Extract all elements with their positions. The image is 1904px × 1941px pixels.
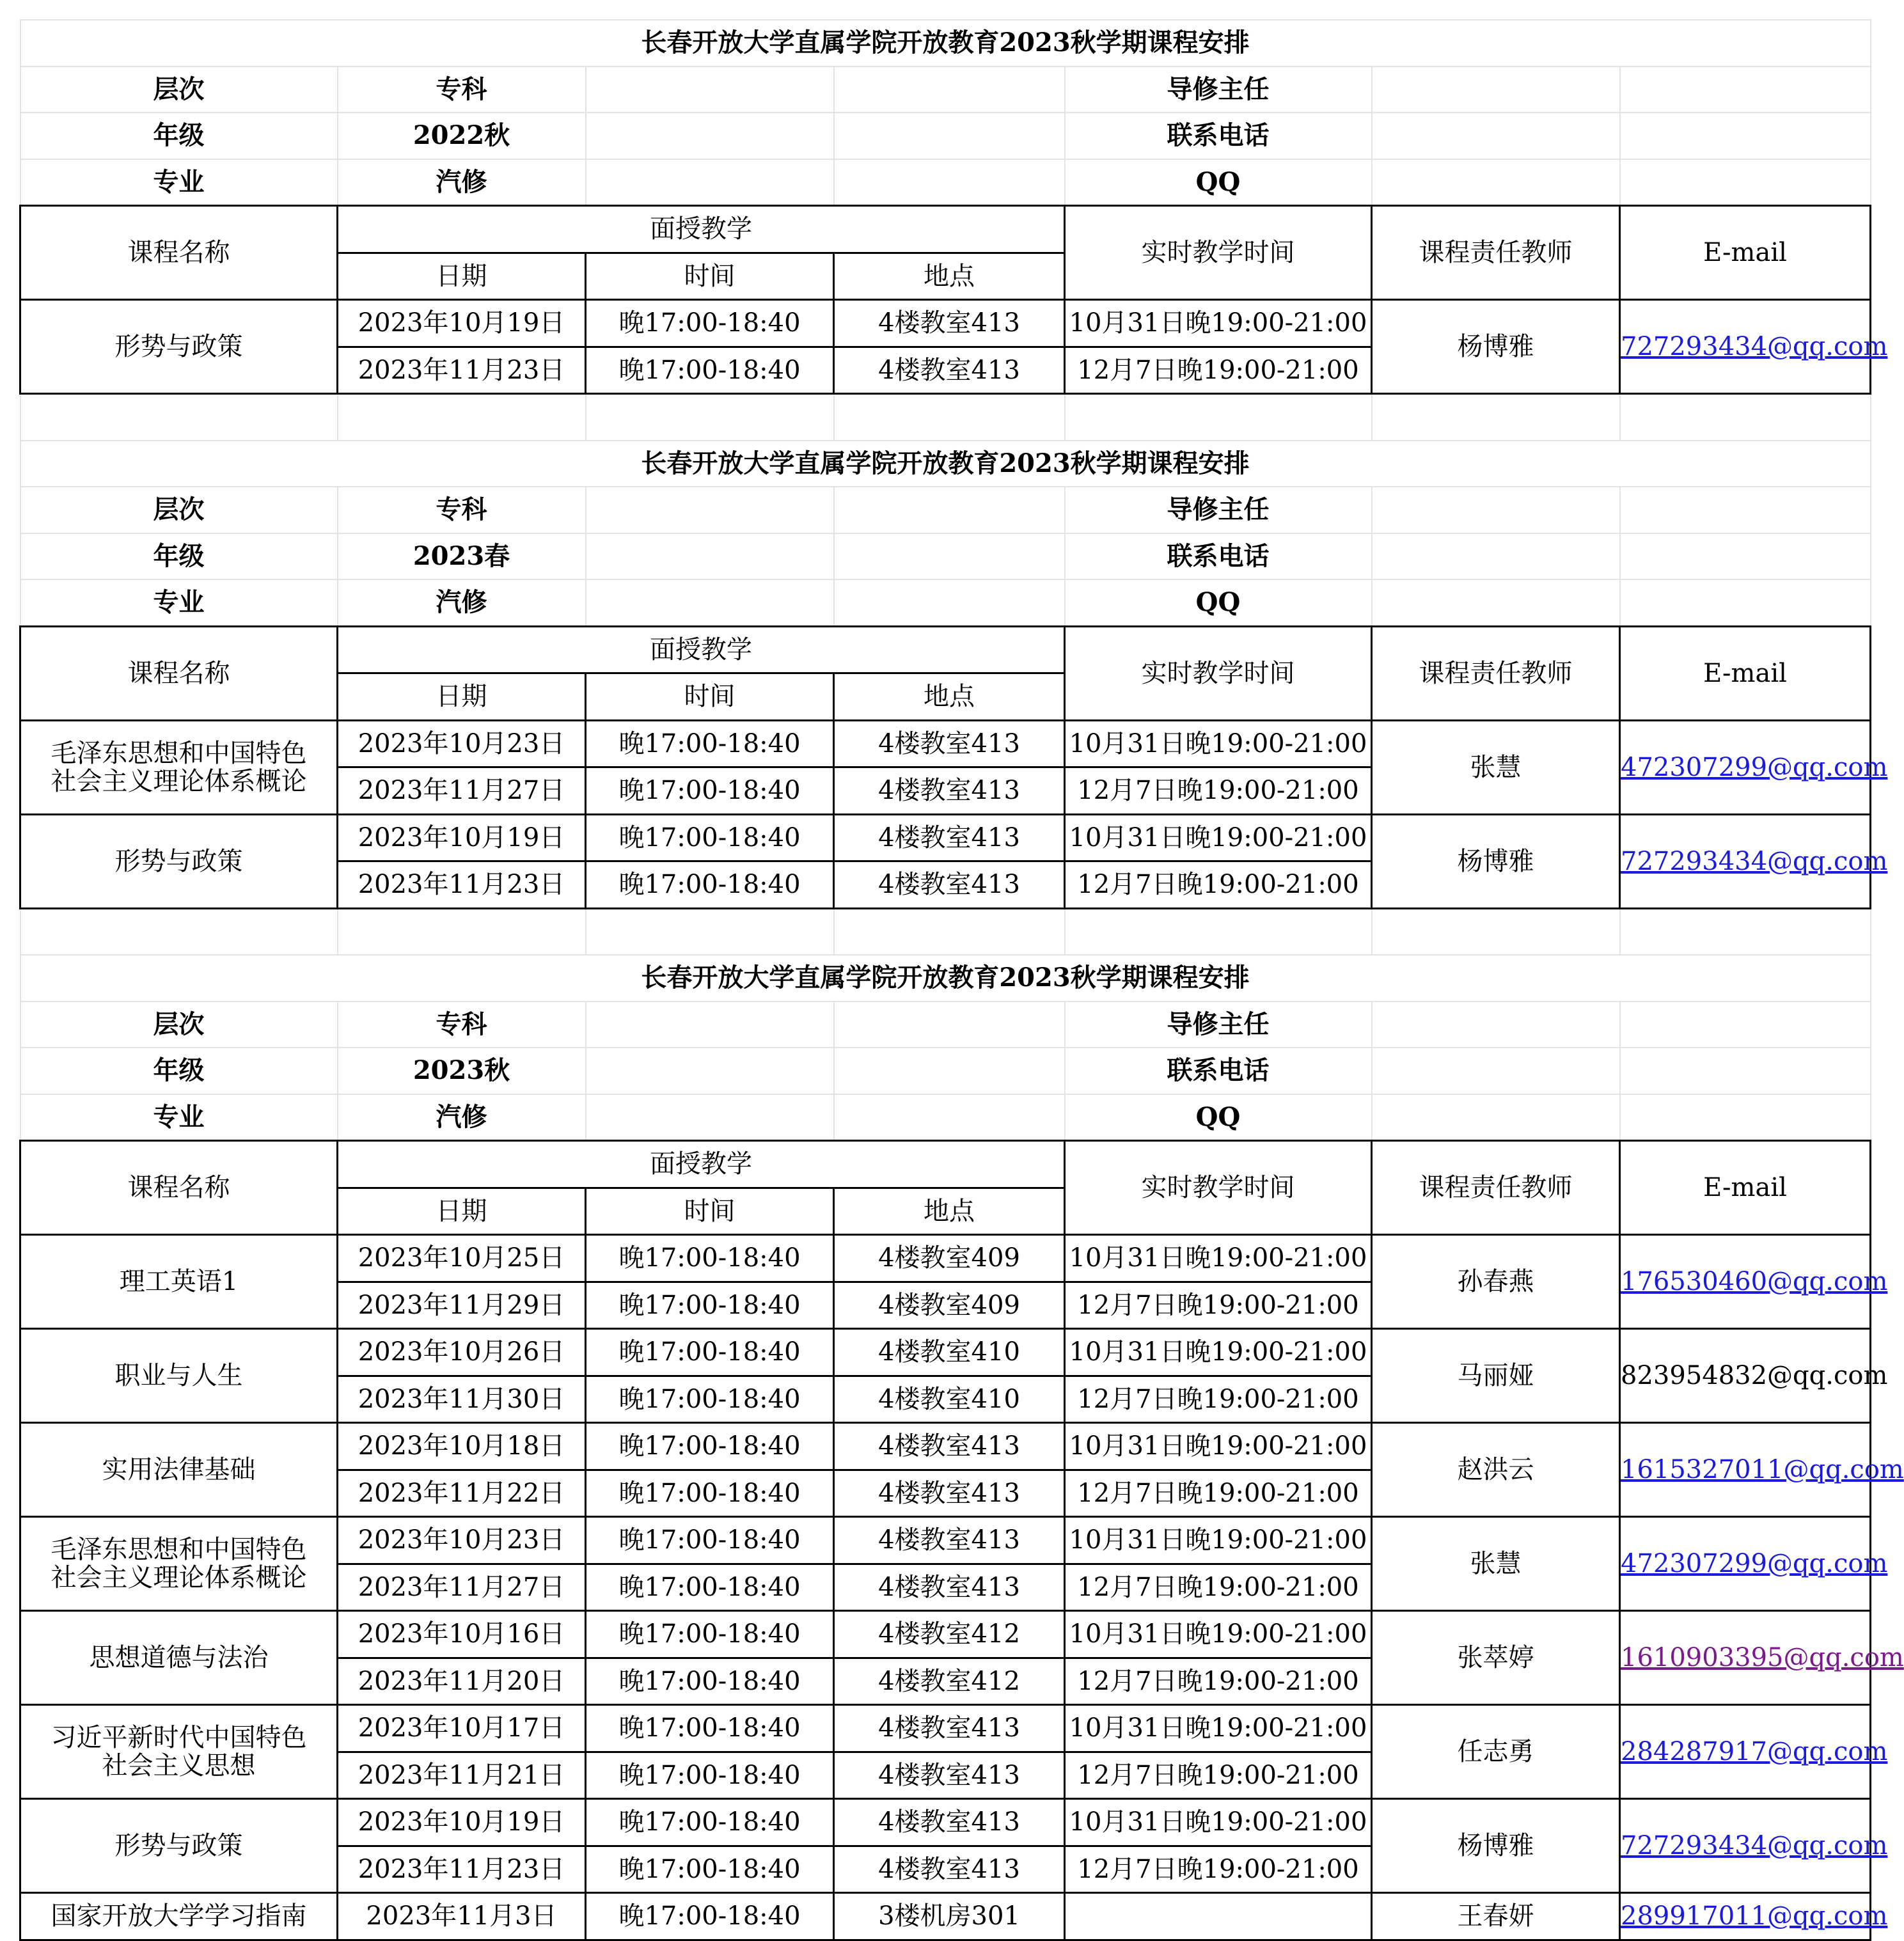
session-live-time: 12月7日晚19:00-21:00	[1065, 1846, 1372, 1893]
empty-cell	[1372, 908, 1620, 955]
empty-cell	[834, 159, 1065, 206]
tutor-label: 导修主任	[1065, 487, 1372, 533]
course-name-line: 社会主义思想	[102, 1751, 256, 1780]
empty-cell	[20, 394, 338, 441]
tutor-value	[1372, 487, 1620, 533]
session-time: 晚17:00-18:40	[586, 1799, 834, 1846]
session-live-time: 12月7日晚19:00-21:00	[1065, 1470, 1372, 1517]
course-teacher: 杨博雅	[1372, 1799, 1620, 1893]
schedule-sheet	[19, 19, 1904, 1941]
email-link[interactable]: 727293434@qq.com	[1621, 846, 1888, 876]
session-date: 2023年11月22日	[338, 1470, 586, 1517]
qq-label: QQ	[1065, 579, 1372, 626]
spacer-row	[20, 394, 1871, 441]
session-time: 晚17:00-18:40	[586, 767, 834, 815]
empty-cell	[586, 579, 834, 626]
empty-cell	[1620, 533, 1871, 580]
session-date: 2023年11月23日	[338, 861, 586, 909]
empty-cell	[1620, 113, 1871, 159]
session-date: 2023年11月23日	[338, 347, 586, 394]
course-name-line: 形势与政策	[114, 332, 243, 361]
session-time: 晚17:00-18:40	[586, 1235, 834, 1282]
qq-label: QQ	[1065, 1094, 1372, 1141]
course-header-row	[20, 1141, 1871, 1188]
course-teacher: 张萃婷	[1372, 1611, 1620, 1705]
live-time-header: 实时教学时间	[1065, 1141, 1372, 1235]
session-live-time: 12月7日晚19:00-21:00	[1065, 1282, 1372, 1329]
phone-label: 联系电话	[1065, 533, 1372, 580]
email-header: E-mail	[1620, 1141, 1871, 1235]
session-date: 2023年11月27日	[338, 767, 586, 815]
empty-cell	[1372, 394, 1620, 441]
session-date: 2023年10月23日	[338, 720, 586, 767]
spacer-row	[20, 908, 1871, 955]
email-link[interactable]: 472307299@qq.com	[1621, 752, 1888, 782]
course-header-row	[20, 206, 1871, 253]
place-header: 地点	[834, 673, 1065, 721]
course-teacher: 赵洪云	[1372, 1423, 1620, 1517]
email-header: E-mail	[1620, 206, 1871, 300]
schedule-body	[20, 20, 1904, 1940]
session-live-time: 10月31日晚19:00-21:00	[1065, 300, 1372, 347]
course-name-line: 习近平新时代中国特色	[51, 1723, 307, 1752]
phone-value	[1372, 113, 1620, 159]
course-name	[20, 1423, 338, 1517]
course-name-line: 社会主义理论体系概论	[51, 766, 307, 796]
course-name	[20, 1893, 338, 1940]
grade-value: 2022秋	[338, 113, 586, 159]
course-session-row	[20, 1799, 1871, 1846]
session-place: 4楼教室413	[834, 300, 1065, 347]
course-session-row	[20, 1893, 1871, 1940]
course-name	[20, 1329, 338, 1423]
course-name	[20, 814, 338, 908]
session-place: 4楼教室410	[834, 1329, 1065, 1376]
course-name-line: 理工英语1	[119, 1267, 239, 1296]
course-session-row	[20, 1329, 1871, 1376]
info-row-level	[20, 487, 1871, 533]
teacher-header: 课程责任教师	[1372, 1141, 1620, 1235]
empty-cell	[1620, 1094, 1871, 1141]
date-header: 日期	[338, 1188, 586, 1235]
major-value: 汽修	[338, 1094, 586, 1141]
info-row-major	[20, 579, 1871, 626]
session-time: 晚17:00-18:40	[586, 1470, 834, 1517]
course-name-line: 形势与政策	[114, 846, 243, 876]
session-place: 4楼教室413	[834, 1846, 1065, 1893]
empty-cell	[586, 1002, 834, 1048]
phone-value	[1372, 533, 1620, 580]
empty-cell	[586, 394, 834, 441]
session-live-time: 12月7日晚19:00-21:00	[1065, 347, 1372, 394]
course-name	[20, 1705, 338, 1799]
session-time: 晚17:00-18:40	[586, 720, 834, 767]
tutor-label: 导修主任	[1065, 1002, 1372, 1048]
session-place: 3楼机房301	[834, 1893, 1065, 1940]
session-time: 晚17:00-18:40	[586, 1329, 834, 1376]
date-header: 日期	[338, 253, 586, 300]
session-live-time: 10月31日晚19:00-21:00	[1065, 1799, 1372, 1846]
session-date: 2023年11月29日	[338, 1282, 586, 1329]
major-label: 专业	[20, 579, 338, 626]
course-name	[20, 720, 338, 814]
empty-cell	[834, 394, 1065, 441]
session-date: 2023年11月21日	[338, 1752, 586, 1799]
session-live-time: 10月31日晚19:00-21:00	[1065, 1329, 1372, 1376]
session-time: 晚17:00-18:40	[586, 1893, 834, 1940]
course-teacher: 马丽娅	[1372, 1329, 1620, 1423]
course-session-row	[20, 1611, 1871, 1658]
session-place: 4楼教室413	[834, 347, 1065, 394]
course-email-cell	[1620, 1329, 1888, 1423]
face-teaching-header: 面授教学	[338, 1141, 1065, 1188]
session-live-time: 12月7日晚19:00-21:00	[1065, 1564, 1372, 1611]
session-time: 晚17:00-18:40	[586, 814, 834, 861]
session-time: 晚17:00-18:40	[586, 300, 834, 347]
session-date: 2023年10月17日	[338, 1705, 586, 1752]
course-session-row	[20, 1705, 1871, 1752]
course-teacher: 王春妍	[1372, 1893, 1620, 1940]
course-email-cell	[1620, 720, 1888, 814]
time-header: 时间	[586, 253, 834, 300]
session-place: 4楼教室413	[834, 1705, 1065, 1752]
session-time: 晚17:00-18:40	[586, 1564, 834, 1611]
tutor-label: 导修主任	[1065, 67, 1372, 113]
course-name-line: 职业与人生	[114, 1361, 243, 1390]
level-value: 专科	[338, 1002, 586, 1048]
empty-cell	[1620, 1048, 1871, 1094]
empty-cell	[586, 159, 834, 206]
session-date: 2023年11月3日	[338, 1893, 586, 1940]
section-title-row	[20, 20, 1871, 67]
course-email-cell	[1620, 1611, 1904, 1705]
info-row-level	[20, 67, 1871, 113]
empty-cell	[586, 1048, 834, 1094]
session-date: 2023年10月25日	[338, 1235, 586, 1282]
place-header: 地点	[834, 1188, 1065, 1235]
grade-label: 年级	[20, 1048, 338, 1094]
empty-cell	[1620, 579, 1871, 626]
course-name-line: 国家开放大学学习指南	[51, 1901, 307, 1931]
course-name-header: 课程名称	[20, 1141, 338, 1235]
session-date: 2023年10月16日	[338, 1611, 586, 1658]
section-title: 长春开放大学直属学院开放教育2023秋学期课程安排	[20, 20, 1871, 67]
course-name	[20, 1517, 338, 1611]
course-name-line: 思想道德与法治	[89, 1643, 269, 1672]
empty-cell	[586, 113, 834, 159]
session-time: 晚17:00-18:40	[586, 1517, 834, 1564]
teacher-header: 课程责任教师	[1372, 206, 1620, 300]
session-date: 2023年10月23日	[338, 1517, 586, 1564]
course-session-row	[20, 1235, 1871, 1282]
course-email-cell	[1620, 1799, 1888, 1893]
tutor-value	[1372, 1002, 1620, 1048]
session-time: 晚17:00-18:40	[586, 1423, 834, 1470]
session-time: 晚17:00-18:40	[586, 1752, 834, 1799]
email-link[interactable]: 1615327011@qq.com	[1621, 1455, 1904, 1484]
grade-label: 年级	[20, 533, 338, 580]
empty-cell	[1620, 487, 1871, 533]
level-value: 专科	[338, 67, 586, 113]
major-value: 汽修	[338, 159, 586, 206]
session-date: 2023年11月23日	[338, 1846, 586, 1893]
session-time: 晚17:00-18:40	[586, 1658, 834, 1705]
qq-label: QQ	[1065, 159, 1372, 206]
session-date: 2023年11月27日	[338, 1564, 586, 1611]
course-teacher: 张慧	[1372, 720, 1620, 814]
info-row-grade	[20, 113, 1871, 159]
course-name	[20, 1611, 338, 1705]
session-place: 4楼教室413	[834, 1470, 1065, 1517]
course-email-cell	[1620, 1893, 1888, 1940]
email-link[interactable]: 1610903395@qq.com	[1621, 1643, 1904, 1672]
section-title-row	[20, 441, 1871, 487]
grade-label: 年级	[20, 113, 338, 159]
session-place: 4楼教室413	[834, 767, 1065, 815]
empty-cell	[834, 908, 1065, 955]
session-place: 4楼教室413	[834, 861, 1065, 909]
course-email-cell	[1620, 1423, 1904, 1517]
session-live-time: 12月7日晚19:00-21:00	[1065, 1658, 1372, 1705]
course-email-cell	[1620, 814, 1888, 908]
course-teacher: 张慧	[1372, 1517, 1620, 1611]
section-title: 长春开放大学直属学院开放教育2023秋学期课程安排	[20, 441, 1871, 487]
live-time-header: 实时教学时间	[1065, 626, 1372, 720]
session-date: 2023年10月19日	[338, 300, 586, 347]
info-row-major	[20, 159, 1871, 206]
course-session-row	[20, 1517, 1871, 1564]
phone-label: 联系电话	[1065, 113, 1372, 159]
session-date: 2023年10月18日	[338, 1423, 586, 1470]
course-session-row	[20, 300, 1871, 347]
course-header-row	[20, 626, 1871, 673]
empty-cell	[586, 67, 834, 113]
course-name-header: 课程名称	[20, 626, 338, 720]
course-session-row	[20, 1423, 1871, 1470]
session-live-time: 10月31日晚19:00-21:00	[1065, 1611, 1372, 1658]
empty-cell	[1620, 159, 1871, 206]
session-place: 4楼教室412	[834, 1611, 1065, 1658]
info-row-grade	[20, 1048, 1871, 1094]
session-live-time: 12月7日晚19:00-21:00	[1065, 1376, 1372, 1423]
empty-cell	[1065, 394, 1372, 441]
phone-label: 联系电话	[1065, 1048, 1372, 1094]
empty-cell	[834, 67, 1065, 113]
live-time-header: 实时教学时间	[1065, 206, 1372, 300]
time-header: 时间	[586, 1188, 834, 1235]
course-name-line: 社会主义理论体系概论	[51, 1563, 307, 1592]
session-live-time	[1065, 1893, 1372, 1940]
level-label: 层次	[20, 1002, 338, 1048]
course-email-cell	[1620, 300, 1888, 394]
qq-value	[1372, 159, 1620, 206]
session-date: 2023年10月26日	[338, 1329, 586, 1376]
email-link[interactable]: 289917011@qq.com	[1621, 1901, 1888, 1931]
session-date: 2023年10月19日	[338, 814, 586, 861]
course-email-cell	[1620, 1517, 1888, 1611]
empty-cell	[1620, 1002, 1871, 1048]
session-live-time: 10月31日晚19:00-21:00	[1065, 1423, 1372, 1470]
tutor-value	[1372, 67, 1620, 113]
empty-cell	[586, 1094, 834, 1141]
place-header: 地点	[834, 253, 1065, 300]
course-session-row	[20, 814, 1871, 861]
grade-value: 2023春	[338, 533, 586, 580]
empty-cell	[1620, 394, 1871, 441]
empty-cell	[834, 1048, 1065, 1094]
session-place: 4楼教室412	[834, 1658, 1065, 1705]
session-place: 4楼教室410	[834, 1376, 1065, 1423]
empty-cell	[1065, 908, 1372, 955]
phone-value	[1372, 1048, 1620, 1094]
face-teaching-header: 面授教学	[338, 626, 1065, 673]
course-name-line: 毛泽东思想和中国特色	[51, 738, 307, 768]
session-place: 4楼教室413	[834, 1423, 1065, 1470]
empty-cell	[834, 487, 1065, 533]
session-live-time: 12月7日晚19:00-21:00	[1065, 1752, 1372, 1799]
session-time: 晚17:00-18:40	[586, 1705, 834, 1752]
major-label: 专业	[20, 159, 338, 206]
level-value: 专科	[338, 487, 586, 533]
section-title: 长春开放大学直属学院开放教育2023秋学期课程安排	[20, 955, 1871, 1002]
face-teaching-header: 面授教学	[338, 206, 1065, 253]
course-name-line: 毛泽东思想和中国特色	[51, 1535, 307, 1564]
session-place: 4楼教室409	[834, 1235, 1065, 1282]
empty-cell	[586, 533, 834, 580]
session-live-time: 10月31日晚19:00-21:00	[1065, 1705, 1372, 1752]
email-link[interactable]: 472307299@qq.com	[1621, 1549, 1888, 1578]
email-text: 823954832@qq.com	[1621, 1361, 1888, 1390]
session-live-time: 10月31日晚19:00-21:00	[1065, 720, 1372, 767]
email-link[interactable]: 176530460@qq.com	[1621, 1267, 1888, 1296]
course-name-line: 形势与政策	[114, 1831, 243, 1860]
course-email-cell	[1620, 1235, 1888, 1329]
session-time: 晚17:00-18:40	[586, 1611, 834, 1658]
session-time: 晚17:00-18:40	[586, 347, 834, 394]
session-place: 4楼教室413	[834, 1799, 1065, 1846]
session-live-time: 12月7日晚19:00-21:00	[1065, 861, 1372, 909]
empty-cell	[834, 1094, 1065, 1141]
empty-cell	[834, 113, 1065, 159]
course-teacher: 杨博雅	[1372, 300, 1620, 394]
session-place: 4楼教室413	[834, 720, 1065, 767]
empty-cell	[20, 908, 338, 955]
empty-cell	[586, 908, 834, 955]
course-email-cell	[1620, 1705, 1888, 1799]
empty-cell	[834, 1002, 1065, 1048]
course-session-row	[20, 720, 1871, 767]
major-label: 专业	[20, 1094, 338, 1141]
grade-value: 2023秋	[338, 1048, 586, 1094]
session-place: 4楼教室413	[834, 814, 1065, 861]
course-name-line: 实用法律基础	[102, 1455, 256, 1484]
empty-cell	[338, 908, 586, 955]
empty-cell	[1620, 908, 1871, 955]
major-value: 汽修	[338, 579, 586, 626]
info-row-grade	[20, 533, 1871, 580]
section-title-row	[20, 955, 1871, 1002]
session-live-time: 10月31日晚19:00-21:00	[1065, 1517, 1372, 1564]
schedule-table	[19, 19, 1904, 1941]
session-place: 4楼教室413	[834, 1517, 1065, 1564]
course-name-header: 课程名称	[20, 206, 338, 300]
session-date: 2023年11月30日	[338, 1376, 586, 1423]
course-name	[20, 1799, 338, 1893]
session-date: 2023年10月19日	[338, 1799, 586, 1846]
time-header: 时间	[586, 673, 834, 721]
email-link[interactable]: 284287917@qq.com	[1621, 1737, 1888, 1766]
session-time: 晚17:00-18:40	[586, 861, 834, 909]
course-name	[20, 1235, 338, 1329]
qq-value	[1372, 1094, 1620, 1141]
empty-cell	[834, 533, 1065, 580]
course-teacher: 孙春燕	[1372, 1235, 1620, 1329]
email-link[interactable]: 727293434@qq.com	[1621, 332, 1888, 361]
course-teacher: 任志勇	[1372, 1705, 1620, 1799]
session-live-time: 10月31日晚19:00-21:00	[1065, 1235, 1372, 1282]
session-place: 4楼教室413	[834, 1752, 1065, 1799]
course-teacher: 杨博雅	[1372, 814, 1620, 908]
empty-cell	[834, 579, 1065, 626]
empty-cell	[1620, 67, 1871, 113]
email-link[interactable]: 727293434@qq.com	[1621, 1831, 1888, 1860]
email-header: E-mail	[1620, 626, 1871, 720]
session-date: 2023年11月20日	[338, 1658, 586, 1705]
teacher-header: 课程责任教师	[1372, 626, 1620, 720]
session-place: 4楼教室413	[834, 1564, 1065, 1611]
session-time: 晚17:00-18:40	[586, 1282, 834, 1329]
session-time: 晚17:00-18:40	[586, 1846, 834, 1893]
date-header: 日期	[338, 673, 586, 721]
session-live-time: 10月31日晚19:00-21:00	[1065, 814, 1372, 861]
course-name	[20, 300, 338, 394]
session-live-time: 12月7日晚19:00-21:00	[1065, 767, 1372, 815]
info-row-major	[20, 1094, 1871, 1141]
empty-cell	[586, 487, 834, 533]
info-row-level	[20, 1002, 1871, 1048]
qq-value	[1372, 579, 1620, 626]
session-place: 4楼教室409	[834, 1282, 1065, 1329]
level-label: 层次	[20, 67, 338, 113]
session-time: 晚17:00-18:40	[586, 1376, 834, 1423]
level-label: 层次	[20, 487, 338, 533]
empty-cell	[338, 394, 586, 441]
